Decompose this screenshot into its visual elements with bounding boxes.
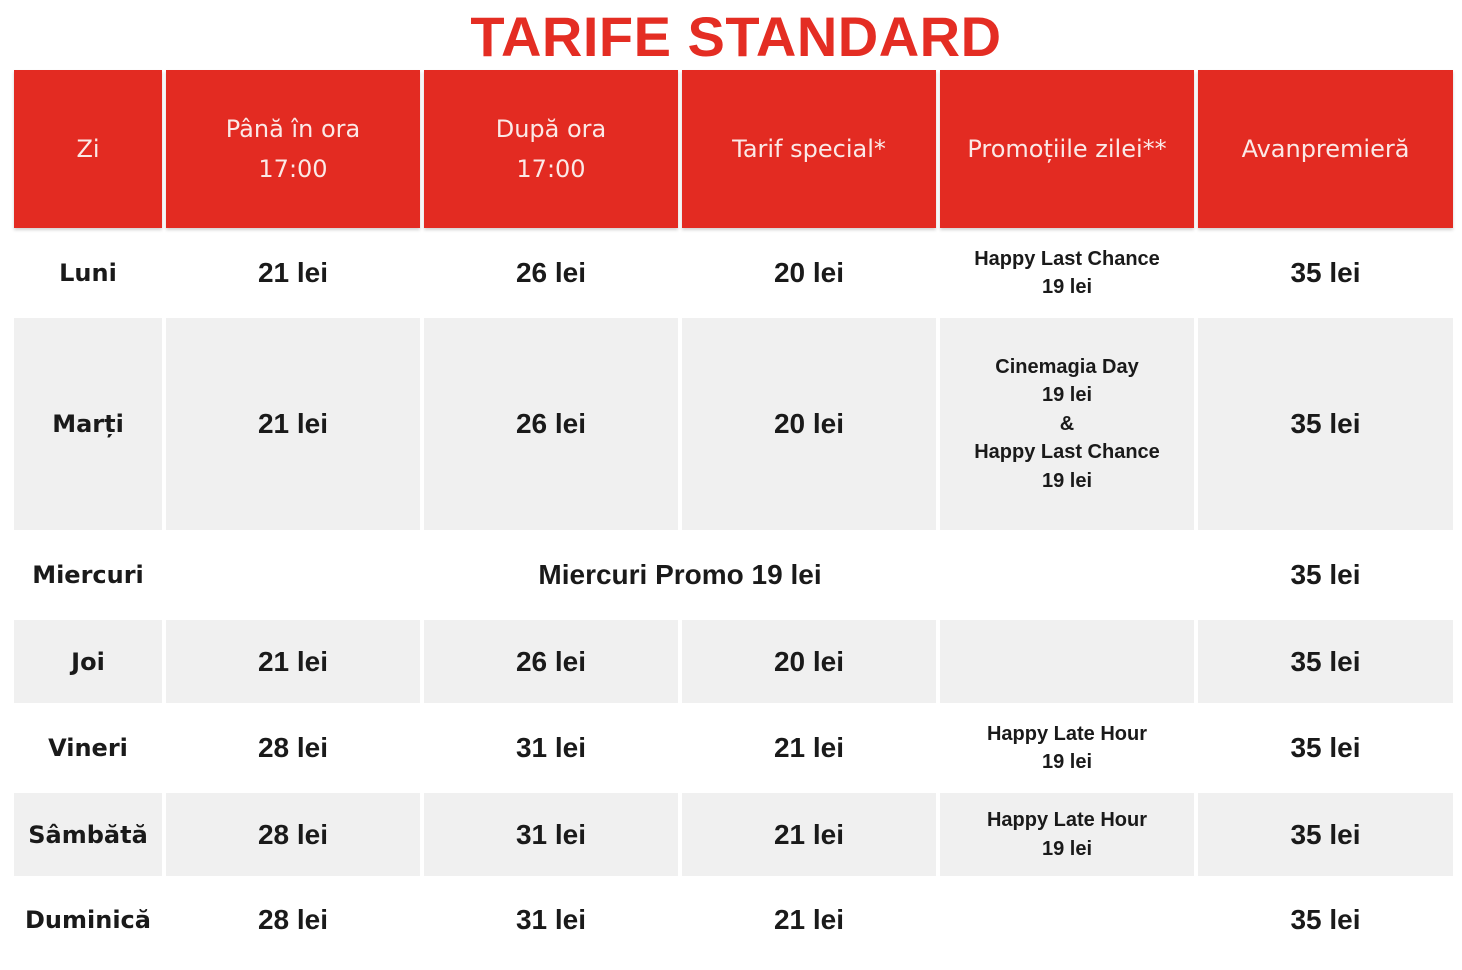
table-row — [14, 530, 1453, 620]
day-cell: Sâmbătă — [14, 793, 162, 876]
price-pana-cell: 21 lei — [257, 257, 329, 288]
price-special-cell: 20 lei — [682, 620, 936, 703]
promo-price: 19 lei — [1041, 384, 1093, 407]
price-avanpremiera-cell: 35 lei — [1290, 559, 1361, 590]
day-cell: Duminică — [25, 906, 151, 934]
table-row — [14, 228, 1453, 318]
price-avanpremiera-cell: 35 lei — [1290, 257, 1361, 288]
price-pana-cell: 28 lei — [166, 793, 420, 876]
header-avanpremiera: Avanpremieră — [1198, 70, 1453, 228]
day-cell: Luni — [59, 259, 117, 287]
price-pana-cell: 28 lei — [257, 904, 329, 935]
table-row — [14, 620, 1453, 703]
day-cell: Miercuri — [32, 561, 144, 589]
header-tarif-special: Tarif special* — [682, 70, 936, 228]
promo-name: Happy Late Hour — [986, 809, 1148, 831]
table-row — [14, 318, 1453, 530]
price-pana-cell: 21 lei — [166, 318, 420, 530]
promo-cell — [940, 620, 1194, 703]
day-cell: Vineri — [48, 734, 128, 762]
promo-span-cell: Miercuri Promo 19 lei — [538, 559, 822, 590]
day-cell: Joi — [14, 620, 162, 703]
price-dupa-cell: 26 lei — [515, 257, 587, 288]
price-special-cell: 21 lei — [773, 904, 845, 935]
price-avanpremiera-cell: 35 lei — [1290, 904, 1361, 935]
day-cell: Marți — [14, 318, 162, 530]
price-pana-cell: 28 lei — [257, 732, 329, 763]
page-title: TARIFE STANDARD — [470, 5, 1002, 68]
table-row — [14, 793, 1453, 876]
price-table — [10, 70, 1457, 964]
price-special-cell: 21 lei — [682, 793, 936, 876]
promo-cell — [940, 876, 1194, 964]
price-dupa-cell: 31 lei — [515, 732, 587, 763]
promo-name: Cinemagia Day — [995, 355, 1139, 378]
price-avanpremiera-cell: 35 lei — [1198, 793, 1453, 876]
promo-cell — [940, 793, 1194, 876]
table-header-row — [14, 70, 1453, 228]
price-dupa-cell: 26 lei — [424, 318, 678, 530]
promo-separator: & — [1059, 412, 1075, 435]
promo-price: 19 lei — [1041, 837, 1093, 860]
promo-cell — [940, 228, 1194, 318]
header-zi: Zi — [14, 70, 162, 228]
promo-price: 19 lei — [1041, 469, 1093, 492]
promo-price: 19 lei — [1041, 751, 1093, 773]
price-dupa-cell: 31 lei — [515, 904, 587, 935]
promo-cell — [940, 703, 1194, 793]
price-dupa-cell: 31 lei — [424, 793, 678, 876]
table-row — [14, 876, 1453, 964]
promo-name: Happy Last Chance — [974, 247, 1160, 270]
price-dupa-cell: 26 lei — [424, 620, 678, 703]
promo-cell — [940, 318, 1194, 530]
price-special-cell: 20 lei — [682, 318, 936, 530]
price-special-cell: 21 lei — [773, 732, 845, 763]
price-special-cell: 20 lei — [773, 257, 845, 288]
price-avanpremiera-cell: 35 lei — [1198, 620, 1453, 703]
promo-name: Happy Last Chance — [974, 441, 1160, 464]
price-avanpremiera-cell: 35 lei — [1290, 732, 1361, 763]
header-promotii-zilei: Promoțiile zilei** — [940, 70, 1194, 228]
header-pana-in-ora: Până în ora 17:00 — [166, 70, 420, 228]
price-pana-cell: 21 lei — [166, 620, 420, 703]
price-avanpremiera-cell: 35 lei — [1198, 318, 1453, 530]
promo-name: Happy Late Hour — [986, 722, 1148, 745]
table-row — [14, 703, 1453, 793]
header-dupa-ora: După ora 17:00 — [424, 70, 678, 228]
promo-price: 19 lei — [1041, 276, 1093, 298]
